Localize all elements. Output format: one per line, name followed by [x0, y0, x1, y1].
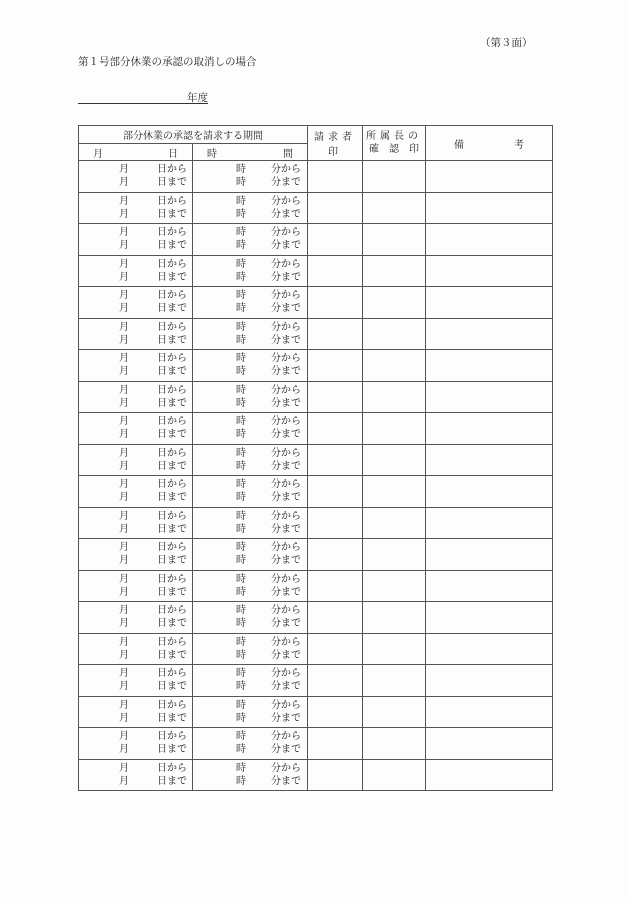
requester-seal-cell[interactable]: [308, 633, 363, 665]
minute-from-label: 分から: [271, 573, 301, 585]
table-row: [79, 381, 553, 413]
hour-to-label: 時: [236, 240, 246, 251]
minute-to-label: 分まで: [271, 397, 301, 409]
period-group-header: 部分休業の承認を請求する期間: [79, 126, 308, 144]
date-cell[interactable]: [79, 507, 193, 539]
minute-to-label: 分まで: [271, 492, 301, 503]
table-row: [79, 633, 553, 665]
time-cell[interactable]: [193, 602, 308, 634]
month-from-label: 月: [119, 762, 129, 774]
month-to-label: 月: [119, 366, 129, 377]
hour-to-label: 時: [236, 208, 246, 220]
day-from-label: 日から: [157, 353, 187, 364]
day-to-label: 日まで: [157, 271, 187, 283]
time-cell[interactable]: [193, 507, 308, 539]
month-from-label: 月: [119, 290, 129, 301]
remarks-header: [426, 126, 553, 161]
supervisor-confirm-line2: 確 認 印: [369, 144, 419, 155]
day-to-label: 日まで: [157, 618, 187, 629]
leave-cancellation-table: [78, 125, 553, 791]
month-from-label: 月: [119, 731, 129, 742]
col-minute: 間: [283, 148, 293, 160]
remarks-cell[interactable]: [426, 539, 553, 571]
day-from-label: 日から: [157, 731, 187, 742]
hour-from-label: 時: [236, 731, 246, 742]
date-cell[interactable]: [79, 728, 193, 760]
minute-from-label: 分から: [271, 258, 301, 270]
hour-from-label: 時: [236, 321, 246, 333]
date-cell[interactable]: [79, 476, 193, 508]
month-to-label: 月: [119, 586, 129, 598]
supervisor-seal-cell[interactable]: [363, 696, 426, 728]
hour-to-label: 時: [236, 618, 246, 629]
minute-from-label: 分から: [271, 164, 301, 175]
hour-from-label: 時: [236, 384, 246, 396]
time-cell[interactable]: [193, 318, 308, 350]
month-from-label: 月: [119, 573, 129, 585]
remarks-right: 考: [514, 139, 524, 151]
day-from-label: 日から: [157, 290, 187, 301]
minute-from-label: 分から: [271, 762, 301, 774]
time-cell[interactable]: [193, 728, 308, 760]
minute-to-label: 分まで: [271, 681, 301, 692]
table-row: [79, 507, 553, 539]
table-row: [79, 161, 553, 193]
month-from-label: 月: [119, 227, 129, 238]
time-cell[interactable]: [193, 633, 308, 665]
time-cell[interactable]: [193, 255, 308, 287]
form-title: 第１号部分休業の承認の取消しの場合: [78, 56, 257, 68]
requester-seal-cell[interactable]: [308, 255, 363, 287]
month-from-label: 月: [119, 258, 129, 270]
minute-from-label: 分から: [271, 731, 301, 742]
minute-from-label: 分から: [271, 542, 301, 553]
month-from-label: 月: [119, 668, 129, 679]
minute-to-label: 分まで: [271, 208, 301, 220]
col-day: 日: [168, 148, 178, 160]
hour-from-label: 時: [236, 479, 246, 490]
hour-to-label: 時: [236, 744, 246, 755]
time-cell[interactable]: [193, 350, 308, 382]
minute-from-label: 分から: [271, 479, 301, 490]
remarks-cell[interactable]: [426, 633, 553, 665]
month-from-label: 月: [119, 447, 129, 459]
minute-from-label: 分から: [271, 447, 301, 459]
month-to-label: 月: [119, 618, 129, 629]
supervisor-seal-cell[interactable]: [363, 444, 426, 476]
table-row: [79, 696, 553, 728]
table-row: [79, 192, 553, 224]
month-from-label: 月: [119, 195, 129, 207]
remarks-cell[interactable]: [426, 728, 553, 760]
minute-from-label: 分から: [271, 699, 301, 711]
month-to-label: 月: [119, 271, 129, 283]
hour-from-label: 時: [236, 164, 246, 175]
day-to-label: 日まで: [157, 208, 187, 220]
minute-to-label: 分まで: [271, 366, 301, 377]
month-from-label: 月: [119, 510, 129, 522]
requester-seal-cell[interactable]: [308, 507, 363, 539]
time-cell[interactable]: [193, 665, 308, 697]
date-cell[interactable]: [79, 255, 193, 287]
day-from-label: 日から: [157, 384, 187, 396]
hour-to-label: 時: [236, 429, 246, 440]
supervisor-seal-cell[interactable]: [363, 759, 426, 791]
table-row: [79, 602, 553, 634]
day-to-label: 日まで: [157, 429, 187, 440]
month-from-label: 月: [119, 605, 129, 616]
table-row: [79, 444, 553, 476]
remarks-cell[interactable]: [426, 570, 553, 602]
hour-from-label: 時: [236, 636, 246, 648]
hour-from-label: 時: [236, 699, 246, 711]
date-cell[interactable]: [79, 413, 193, 445]
hour-to-label: 時: [236, 523, 246, 535]
date-cell[interactable]: [79, 318, 193, 350]
requester-seal-cell[interactable]: [308, 318, 363, 350]
requester-seal-cell[interactable]: [308, 602, 363, 634]
requester-seal-cell[interactable]: [308, 570, 363, 602]
hour-to-label: 時: [236, 586, 246, 598]
hour-from-label: 時: [236, 447, 246, 459]
supervisor-seal-cell[interactable]: [363, 381, 426, 413]
hour-from-label: 時: [236, 416, 246, 427]
month-to-label: 月: [119, 177, 129, 188]
minute-from-label: 分から: [271, 636, 301, 648]
minute-from-label: 分から: [271, 290, 301, 301]
hour-to-label: 時: [236, 775, 246, 787]
time-cell[interactable]: [193, 444, 308, 476]
table-row: [79, 539, 553, 571]
requester-seal-cell[interactable]: [308, 728, 363, 760]
supervisor-seal-cell[interactable]: [363, 476, 426, 508]
supervisor-seal-cell[interactable]: [363, 665, 426, 697]
supervisor-seal-cell[interactable]: [363, 539, 426, 571]
hour-from-label: 時: [236, 195, 246, 207]
hour-minute-header: [193, 144, 308, 161]
hour-from-label: 時: [236, 762, 246, 774]
hour-from-label: 時: [236, 227, 246, 238]
month-to-label: 月: [119, 429, 129, 440]
time-cell[interactable]: [193, 381, 308, 413]
day-from-label: 日から: [157, 195, 187, 207]
supervisor-seal-cell[interactable]: [363, 350, 426, 382]
minute-from-label: 分から: [271, 353, 301, 364]
day-from-label: 日から: [157, 668, 187, 679]
hour-to-label: 時: [236, 271, 246, 283]
day-to-label: 日まで: [157, 334, 187, 346]
month-from-label: 月: [119, 542, 129, 553]
time-cell[interactable]: [193, 224, 308, 256]
remarks-cell[interactable]: [426, 413, 553, 445]
minute-to-label: 分まで: [271, 240, 301, 251]
minute-to-label: 分まで: [271, 271, 301, 283]
month-to-label: 月: [119, 775, 129, 787]
time-cell[interactable]: [193, 476, 308, 508]
supervisor-seal-cell[interactable]: [363, 633, 426, 665]
table-row: [79, 255, 553, 287]
minute-to-label: 分まで: [271, 303, 301, 314]
date-cell[interactable]: [79, 539, 193, 571]
hour-from-label: 時: [236, 510, 246, 522]
day-to-label: 日まで: [157, 586, 187, 598]
date-cell[interactable]: [79, 444, 193, 476]
remarks-cell[interactable]: [426, 192, 553, 224]
minute-to-label: 分まで: [271, 775, 301, 787]
minute-to-label: 分まで: [271, 523, 301, 535]
requester-seal-cell[interactable]: [308, 539, 363, 571]
remarks-cell[interactable]: [426, 161, 553, 193]
day-from-label: 日から: [157, 164, 187, 175]
table-row: [79, 350, 553, 382]
supervisor-seal-cell[interactable]: [363, 224, 426, 256]
date-cell[interactable]: [79, 192, 193, 224]
remarks-cell[interactable]: [426, 318, 553, 350]
requester-seal-cell[interactable]: [308, 381, 363, 413]
minute-from-label: 分から: [271, 668, 301, 679]
month-to-label: 月: [119, 397, 129, 409]
day-to-label: 日まで: [157, 397, 187, 409]
minute-to-label: 分まで: [271, 744, 301, 755]
month-to-label: 月: [119, 460, 129, 472]
month-to-label: 月: [119, 712, 129, 724]
minute-to-label: 分まで: [271, 460, 301, 472]
day-to-label: 日まで: [157, 460, 187, 472]
requester-seal-cell[interactable]: [308, 696, 363, 728]
day-to-label: 日まで: [157, 775, 187, 787]
supervisor-confirm-line1: 所属長の: [366, 131, 422, 142]
month-from-label: 月: [119, 321, 129, 333]
time-cell[interactable]: [193, 192, 308, 224]
remarks-cell[interactable]: [426, 476, 553, 508]
time-cell[interactable]: [193, 161, 308, 193]
month-to-label: 月: [119, 523, 129, 535]
day-to-label: 日まで: [157, 712, 187, 724]
month-from-label: 月: [119, 353, 129, 364]
supervisor-seal-cell[interactable]: [363, 287, 426, 319]
hour-from-label: 時: [236, 258, 246, 270]
date-cell[interactable]: [79, 633, 193, 665]
hour-to-label: 時: [236, 712, 246, 724]
remarks-cell[interactable]: [426, 224, 553, 256]
remarks-cell[interactable]: [426, 444, 553, 476]
year-label: 年度: [187, 92, 208, 104]
table-row: [79, 476, 553, 508]
supervisor-confirm-header: [363, 126, 426, 161]
time-cell[interactable]: [193, 570, 308, 602]
day-from-label: 日から: [157, 321, 187, 333]
minute-to-label: 分まで: [271, 649, 301, 661]
requester-seal-cell[interactable]: [308, 444, 363, 476]
time-cell[interactable]: [193, 696, 308, 728]
day-to-label: 日まで: [157, 492, 187, 503]
remarks-cell[interactable]: [426, 665, 553, 697]
year-field[interactable]: [78, 90, 208, 104]
date-cell[interactable]: [79, 696, 193, 728]
requester-seal-cell[interactable]: [308, 350, 363, 382]
minute-to-label: 分まで: [271, 586, 301, 598]
day-to-label: 日まで: [157, 681, 187, 692]
hour-to-label: 時: [236, 460, 246, 472]
supervisor-seal-cell[interactable]: [363, 570, 426, 602]
hour-to-label: 時: [236, 555, 246, 566]
month-to-label: 月: [119, 303, 129, 314]
minute-from-label: 分から: [271, 605, 301, 616]
requester-seal-cell[interactable]: [308, 287, 363, 319]
supervisor-seal-cell[interactable]: [363, 602, 426, 634]
hour-from-label: 時: [236, 573, 246, 585]
month-from-label: 月: [119, 384, 129, 396]
minute-to-label: 分まで: [271, 177, 301, 188]
hour-from-label: 時: [236, 605, 246, 616]
requester-seal-cell[interactable]: [308, 759, 363, 791]
month-from-label: 月: [119, 699, 129, 711]
date-cell[interactable]: [79, 665, 193, 697]
table-row: [79, 759, 553, 791]
table-row: [79, 665, 553, 697]
month-to-label: 月: [119, 492, 129, 503]
minute-from-label: 分から: [271, 227, 301, 238]
month-from-label: 月: [119, 479, 129, 490]
date-cell[interactable]: [79, 602, 193, 634]
hour-from-label: 時: [236, 353, 246, 364]
supervisor-seal-cell[interactable]: [363, 161, 426, 193]
table-row: [79, 224, 553, 256]
day-to-label: 日まで: [157, 240, 187, 251]
day-from-label: 日から: [157, 699, 187, 711]
time-cell[interactable]: [193, 759, 308, 791]
month-to-label: 月: [119, 744, 129, 755]
month-to-label: 月: [119, 555, 129, 566]
supervisor-seal-cell[interactable]: [363, 255, 426, 287]
time-cell[interactable]: [193, 413, 308, 445]
day-from-label: 日から: [157, 605, 187, 616]
date-cell[interactable]: [79, 381, 193, 413]
time-cell[interactable]: [193, 539, 308, 571]
remarks-cell[interactable]: [426, 602, 553, 634]
minute-from-label: 分から: [271, 510, 301, 522]
hour-to-label: 時: [236, 366, 246, 377]
date-cell[interactable]: [79, 224, 193, 256]
remarks-left: 備: [454, 139, 464, 151]
month-to-label: 月: [119, 208, 129, 220]
date-cell[interactable]: [79, 287, 193, 319]
requester-seal-cell[interactable]: [308, 224, 363, 256]
minute-from-label: 分から: [271, 384, 301, 396]
requester-seal-cell[interactable]: [308, 161, 363, 193]
day-to-label: 日まで: [157, 177, 187, 188]
day-to-label: 日まで: [157, 555, 187, 566]
page-number: （第３面）: [480, 37, 533, 49]
supervisor-seal-cell[interactable]: [363, 413, 426, 445]
supervisor-seal-cell[interactable]: [363, 507, 426, 539]
day-from-label: 日から: [157, 636, 187, 648]
day-from-label: 日から: [157, 510, 187, 522]
day-from-label: 日から: [157, 447, 187, 459]
col-hour: 時: [207, 148, 217, 160]
minute-from-label: 分から: [271, 416, 301, 427]
month-to-label: 月: [119, 240, 129, 251]
day-from-label: 日から: [157, 479, 187, 490]
hour-from-label: 時: [236, 542, 246, 553]
requester-seal-cell[interactable]: [308, 665, 363, 697]
hour-to-label: 時: [236, 177, 246, 188]
table-row: [79, 413, 553, 445]
table-row: [79, 728, 553, 760]
date-cell[interactable]: [79, 161, 193, 193]
supervisor-seal-cell[interactable]: [363, 728, 426, 760]
remarks-cell[interactable]: [426, 255, 553, 287]
day-to-label: 日まで: [157, 744, 187, 755]
supervisor-seal-cell[interactable]: [363, 318, 426, 350]
minute-from-label: 分から: [271, 195, 301, 207]
day-to-label: 日まで: [157, 366, 187, 377]
date-cell[interactable]: [79, 759, 193, 791]
month-from-label: 月: [119, 416, 129, 427]
date-cell[interactable]: [79, 570, 193, 602]
minute-to-label: 分まで: [271, 429, 301, 440]
hour-to-label: 時: [236, 681, 246, 692]
day-from-label: 日から: [157, 258, 187, 270]
minute-to-label: 分まで: [271, 712, 301, 724]
requester-seal-cell[interactable]: [308, 413, 363, 445]
hour-from-label: 時: [236, 290, 246, 301]
col-month: 月: [93, 148, 103, 160]
minute-from-label: 分から: [271, 321, 301, 333]
hour-to-label: 時: [236, 649, 246, 661]
month-from-label: 月: [119, 164, 129, 175]
day-to-label: 日まで: [157, 649, 187, 661]
remarks-cell[interactable]: [426, 507, 553, 539]
day-from-label: 日から: [157, 762, 187, 774]
table-row: [79, 570, 553, 602]
day-from-label: 日から: [157, 573, 187, 585]
month-to-label: 月: [119, 681, 129, 692]
minute-to-label: 分まで: [271, 618, 301, 629]
hour-to-label: 時: [236, 492, 246, 503]
month-from-label: 月: [119, 636, 129, 648]
date-cell[interactable]: [79, 350, 193, 382]
remarks-cell[interactable]: [426, 696, 553, 728]
requester-seal-header: 請求者印: [308, 126, 363, 161]
hour-from-label: 時: [236, 668, 246, 679]
minute-to-label: 分まで: [271, 555, 301, 566]
remarks-cell[interactable]: [426, 350, 553, 382]
day-from-label: 日から: [157, 542, 187, 553]
month-day-header: [79, 144, 193, 161]
hour-to-label: 時: [236, 397, 246, 409]
supervisor-seal-cell[interactable]: [363, 192, 426, 224]
month-to-label: 月: [119, 649, 129, 661]
time-cell[interactable]: [193, 287, 308, 319]
table-row: [79, 287, 553, 319]
remarks-cell[interactable]: [426, 759, 553, 791]
remarks-cell[interactable]: [426, 287, 553, 319]
day-to-label: 日まで: [157, 303, 187, 314]
minute-to-label: 分まで: [271, 334, 301, 346]
hour-to-label: 時: [236, 303, 246, 314]
hour-to-label: 時: [236, 334, 246, 346]
month-to-label: 月: [119, 334, 129, 346]
requester-seal-cell[interactable]: [308, 476, 363, 508]
table-row: [79, 318, 553, 350]
requester-seal-cell[interactable]: [308, 192, 363, 224]
remarks-cell[interactable]: [426, 381, 553, 413]
day-to-label: 日まで: [157, 523, 187, 535]
day-from-label: 日から: [157, 227, 187, 238]
day-from-label: 日から: [157, 416, 187, 427]
